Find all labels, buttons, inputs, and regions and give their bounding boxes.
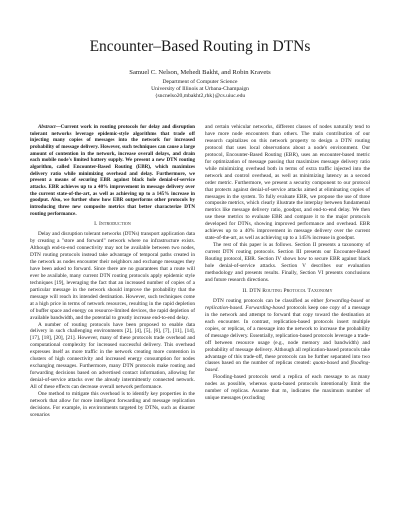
- abstract-text: —Current work in routing protocols for delay and disruption tolerant networks leverage epidemic-style algorithms that trade off injecting many copies of messages into the network for increased probability of message delivery. However, such techniques can cause a large amount of contention in the network, increase overall delays, and drain each mobile node's limited battery supply. We present a new DTN routing algorithm, called Encounter-Based Routing (EBR), which maximizes delivery ratio while minimizing overhead and delay. Furthermore, we present a means of securing EBR against black hole denial-of-service attacks. EBR achieves up to a 40% improvement in message delivery over the current state-of-the-art, as well as achieving up to a 145% increase in goodput. Also, we further show how EBR outperforms other protocols by introducing three new composite metrics that better characterize DTN routing performance.: [30, 124, 195, 217]
- text-run: or: [363, 297, 370, 304]
- affiliation-emails: {sncnelso20,mbakht2,rhk}@cs.uiuc.edu: [154, 93, 246, 99]
- paper-title: Encounter–Based Routing in DTNs: [89, 38, 311, 55]
- text-run: .: [217, 367, 219, 374]
- right-column: [205, 124, 370, 402]
- abstract: [30, 124, 195, 217]
- emphasis-replication-based: replication-based: [205, 304, 243, 311]
- author-list: Samuel C. Nelson, Mehedi Bakht, and Robin Kravets: [129, 69, 271, 76]
- affiliation-university: University of Illinois at Urbana-Champaign: [151, 86, 249, 92]
- section-heading-introduction: I. Introduction: [94, 221, 131, 228]
- emphasis-forwarding-based: Forwarding-based: [245, 304, 285, 311]
- abstract-lead: Abstract: [38, 124, 56, 130]
- intro-paragraph: The rest of this paper is as follows. Section II presents a taxonomy of current DTN routing protocols. Section III presents our Encounter-Based Routing protocol, EBR. Section IV shows how to secure EBR against black hole denial-of-service attacks. Section V describes our evaluation methodology and presents results. Finally, Section VI presents conclusions and future research directions.: [205, 242, 370, 283]
- intro-paragraph: One method to mitigate this overhead is to identify key properties in the network that allow for more intelligent forwarding and message replication decisions. For example, in environments targeted by DTNs, such as disaster scenarios: [30, 391, 195, 418]
- taxonomy-paragraph: [205, 298, 370, 374]
- text-run: protocols keep one copy of a message in the network and attempt to forward that copy toward the destination at each encounter. In contrast, replication-based protocols insert multiple copies, or replicas, of a message into the network to increase the probability of message delivery. Essentially, replication-based protocols leverage a trade-off between resource usage (e.g., node memory and bandwidth) and probability of message delivery. Although all replication-based protocols take advantage of this trade-off, these protocols can be further separated into two classes based on the number of replicas created:: [205, 304, 370, 367]
- text-run: DTN routing protocols can be classified as either: [213, 297, 326, 304]
- left-column: [30, 124, 195, 419]
- taxonomy-paragraph: Flooding-based protocols send a replica of each message to as many nodes as possible, whereas quota-based protocols intentionally limit the number of replicas. Assume that m₁ indicates the maximum number of unique messages (excluding: [205, 374, 370, 402]
- intro-paragraph: A number of routing protocols have been proposed to enable data delivery in such challenging environments [2], [4], [5], [6], [7], [11], [14], [17], [18], [20], [21]. However, many of these protocols trade overhead and computational complexity for increased successful delivery. This overhead expresses itself as more traffic in the network creating more contention in clusters of high connectivity and increased energy consumption for nodes exchanging messages. Furthermore, many DTN protocols make routing and forwarding decisions based on advertised contact information, allowing for denial-of-service attacks over the already intermittently connected network. All of these effects can decrease overall network performance.: [30, 321, 195, 391]
- intro-paragraph-continued: and certain vehicular networks, different classes of nodes naturally tend to have more node encounters than others. The main contribution of our research capitalizes on this network property to design a DTN routing protocol that uses local observations about a node's environment. Our protocol, Encounter-Based Routing (EBR), uses an encounter-based metric for optimization of message passing that maximizes message delivery ratio while minimizing overhead both in terms of extra traffic injected into the network and control overhead, as well as minimizing latency as a second order metric. Furthermore, we present a security component to our protocol that protects against denial-of-service attacks aimed at eliminating copies of messages in the system. To fully evaluate EBR, we propose the use of three composite metrics, which clearly illustrate the interplay between fundamental metrics like message delivery ratio, goodput, and end-to-end delay. We then use these metrics to evaluate EBR and compare it to the major protocols developed for DTNs, showing improved performance and overhead. EBR achieves up to a 40% improvement in message delivery over the current state-of-the-art, as well as achieving up to a 145% increase in goodput.: [205, 124, 370, 242]
- intro-paragraph: Delay and disruption tolerant networks (DTNs) transport application data by creating a "store and forward" network where no infrastructure exists. Although end-to-end connectivity may not be available between two nodes, DTN routing protocols instead take advantage of temporal paths created in the network as nodes encounter their neighbors and exchange messages they have been asked to forward. Since there are no guarantees that a route will ever be available, many current DTN routing protocols apply epidemic style techniques [19], leveraging the fact that an increased number of copies of a particular message in the network should improve the probability that the message will reach its intended destination. However, such techniques come at a high price in terms of network resources, resulting in the rapid depletion of buffer space and energy on resource-limited devices, the rapid depletion of available bandwidth, and the potential to greatly increase end-to-end delay.: [30, 231, 195, 321]
- emphasis-quota-based: quota-based: [312, 360, 340, 367]
- text-run: .: [242, 304, 246, 311]
- affiliation-department: Department of Computer Science: [162, 79, 238, 85]
- emphasis-forwarding-based: forwarding-based: [325, 297, 364, 304]
- section-heading-taxonomy: II. DTN Routing Protocol Taxonomy: [242, 287, 333, 294]
- emphasis-flooding-based: flooding-based: [205, 360, 371, 374]
- text-run: and: [339, 360, 351, 367]
